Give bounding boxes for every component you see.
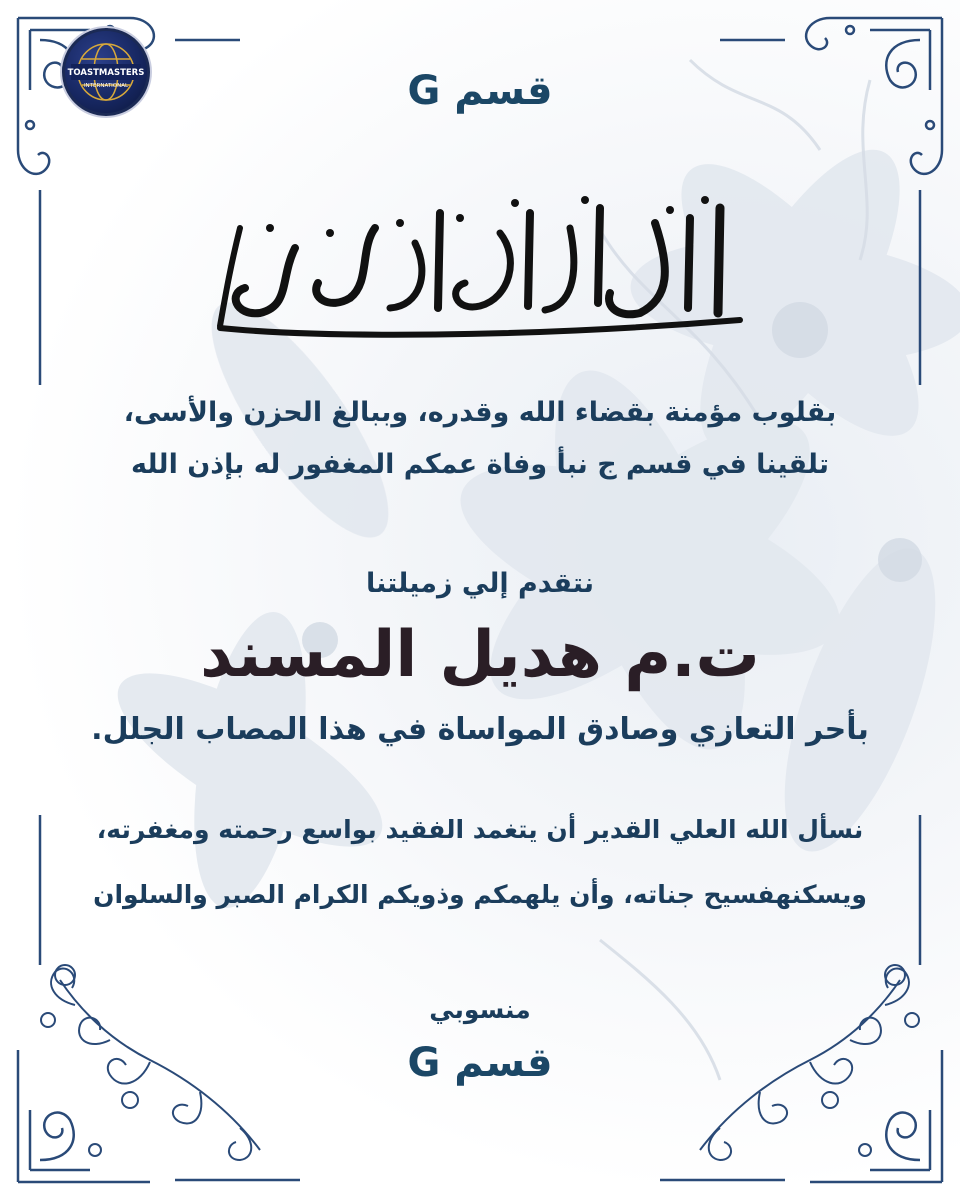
condolence-line-2: تلقينا في قسم ج نبأ وفاة عمكم المغفور له بإذن الله (131, 449, 829, 480)
logo-wordmark: TOASTMASTERS (67, 68, 145, 78)
division-signature: قسم G (407, 1040, 553, 1086)
verse-calligraphy (200, 188, 760, 348)
division-title: قسم G (407, 68, 553, 114)
condolence-line-1: بقلوب مؤمنة بقضاء الله وقدره، وببالغ الحزن والأسى، (123, 397, 837, 428)
from-label: منسوبي (429, 995, 531, 1024)
logo-subtitle: INTERNATIONAL (83, 83, 129, 89)
prayer-line-1: نسأل الله العلي القدير أن يتغمد الفقيد بواسع رحمته ومغفرته، (96, 815, 864, 844)
prayer-line-2: ويسكنهفسيح جناته، وأن يلهمكم وذويكم الكرام الصبر والسلوان (93, 880, 867, 909)
recipient-name: ت.م هديل المسند (200, 618, 760, 692)
recipient-intro: نتقدم إلي زميلتنا (366, 568, 594, 599)
sympathy-line: بأحر التعازي وصادق المواساة في هذا المصاب الجلل. (91, 712, 869, 747)
verse-text: إنا لله وإنا إليه راجعون (475, 208, 485, 209)
